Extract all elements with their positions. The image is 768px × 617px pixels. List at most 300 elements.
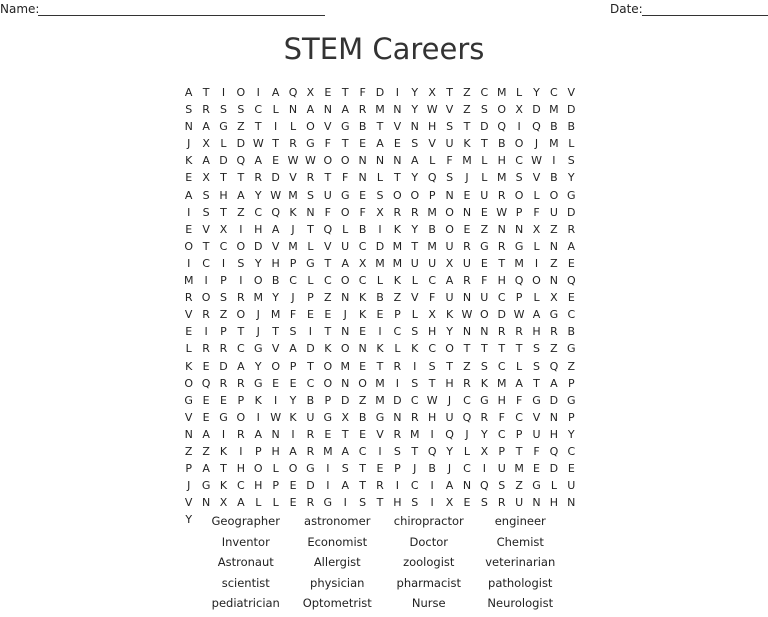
grid-letter: M (375, 256, 385, 270)
grid-letter: T (237, 325, 245, 339)
grid-letter: K (324, 342, 332, 356)
grid-letter: S (393, 444, 401, 458)
grid-letter: V (289, 171, 297, 185)
grid-letter: R (410, 410, 419, 424)
grid-letter: C (480, 86, 489, 99)
grid-letter: L (307, 274, 314, 288)
grid-letter: C (410, 479, 419, 493)
grid-letter: L (429, 154, 436, 168)
grid-letter: S (359, 496, 367, 510)
grid-letter: U (341, 239, 350, 253)
grid-letter: O (532, 274, 541, 288)
grid-letter: L (411, 308, 418, 322)
grid-letter: Q (549, 359, 559, 373)
grid-letter: J (256, 308, 260, 322)
grid-letter: B (358, 410, 367, 424)
grid-letter: L (220, 137, 227, 151)
word-bank-item: scientist (221, 575, 270, 590)
grid-letter: U (323, 188, 332, 202)
grid-letter: R (376, 479, 384, 493)
grid-letter: Y (480, 427, 488, 441)
grid-letter: M (410, 427, 420, 441)
grid-letter: F (533, 444, 540, 458)
grid-letter: I (256, 86, 260, 99)
grid-letter: R (480, 410, 489, 424)
grid-letter: J (447, 462, 452, 476)
grid-letter: C (393, 325, 402, 339)
grid-letter: I (395, 479, 399, 493)
grid-letter: L (289, 120, 297, 134)
grid-letter: G (184, 393, 193, 407)
grid-letter: G (323, 410, 333, 424)
grid-letter: I (204, 274, 208, 288)
grid-letter: P (220, 325, 227, 339)
grid-letter: I (430, 427, 434, 441)
grid-letter: D (219, 359, 228, 373)
grid-letter: S (237, 103, 245, 117)
grid-letter: U (445, 239, 454, 253)
grid-letter: F (359, 205, 366, 219)
grid-letter: U (480, 188, 489, 202)
grid-letter: L (481, 171, 488, 185)
word-bank-item: physician (310, 575, 365, 590)
grid-letter: P (567, 410, 575, 424)
grid-letter: A (411, 154, 419, 168)
grid-letter: W (287, 154, 299, 168)
grid-letter: T (463, 120, 471, 134)
grid-letter: V (184, 410, 193, 424)
grid-letter: N (341, 376, 350, 390)
grid-letter: S (498, 479, 506, 493)
grid-letter: S (567, 154, 575, 168)
grid-letter: P (289, 359, 297, 373)
grid-letter: X (445, 496, 454, 510)
grid-letter: C (410, 393, 419, 407)
grid-letter: Y (446, 444, 453, 458)
grid-letter: L (533, 239, 540, 253)
grid-letter: D (567, 103, 576, 117)
grid-letter: E (202, 359, 210, 373)
grid-letter: Z (567, 359, 576, 373)
grid-letter: Y (533, 86, 540, 99)
grid-letter: A (271, 86, 280, 99)
grid-letter: X (445, 256, 454, 270)
grid-letter: X (202, 137, 210, 151)
grid-letter: E (480, 256, 488, 270)
grid-letter: R (515, 325, 523, 339)
grid-letter: L (272, 496, 279, 510)
word-bank-item: engineer (494, 514, 546, 528)
grid-letter: O (236, 308, 246, 322)
grid-letter: T (307, 222, 314, 236)
grid-letter: O (445, 342, 454, 356)
word-bank-item: pediatrician (211, 596, 280, 611)
grid-letter: T (272, 137, 280, 151)
grid-letter: T (359, 479, 366, 493)
grid-letter: C (550, 86, 558, 99)
grid-letter: E (202, 410, 210, 424)
grid-letter: H (428, 325, 437, 339)
grid-letter: O (410, 188, 420, 202)
grid-letter: H (254, 222, 263, 236)
grid-letter: Y (289, 393, 297, 407)
grid-letter: Z (202, 444, 210, 458)
grid-letter: G (219, 410, 228, 424)
grid-letter: T (341, 137, 349, 151)
grid-letter: H (271, 444, 280, 458)
grid-letter: S (480, 359, 488, 373)
grid-letter: H (393, 496, 402, 510)
grid-letter: T (480, 342, 488, 356)
grid-letter: Z (550, 222, 558, 236)
grid-letter: N (358, 342, 367, 356)
grid-letter: V (184, 308, 193, 322)
grid-letter: J (187, 137, 191, 151)
grid-letter: P (498, 444, 506, 458)
grid-letter: Q (462, 410, 472, 424)
grid-letter: D (497, 308, 506, 322)
grid-letter: I (482, 462, 486, 476)
grid-letter: J (447, 393, 452, 407)
grid-letter: Z (550, 256, 558, 270)
grid-letter: E (289, 479, 297, 493)
grid-letter: N (341, 325, 350, 339)
grid-letter: S (411, 137, 419, 151)
grid-letter: B (376, 291, 384, 305)
grid-letter: W (252, 137, 264, 151)
grid-letter: E (185, 171, 193, 185)
grid-letter: Y (411, 171, 419, 185)
grid-letter: I (326, 462, 330, 476)
grid-letter: B (567, 325, 576, 339)
grid-letter: A (341, 103, 349, 117)
grid-letter: C (497, 427, 506, 441)
grid-letter: E (359, 137, 367, 151)
grid-letter: O (236, 86, 246, 99)
grid-letter: C (202, 256, 210, 270)
grid-letter: C (358, 239, 367, 253)
grid-letter: X (341, 410, 349, 424)
grid-letter: S (237, 256, 245, 270)
grid-letter: J (465, 427, 469, 441)
grid-letter: A (237, 496, 245, 510)
grid-letter: E (463, 496, 471, 510)
grid-letter: L (255, 496, 262, 510)
grid-letter: P (428, 188, 436, 202)
grid-letter: A (184, 188, 193, 202)
grid-letter: O (323, 359, 333, 373)
grid-letter: D (306, 479, 315, 493)
grid-letter: D (549, 462, 559, 476)
grid-letter: E (220, 393, 227, 407)
grid-letter: K (411, 342, 419, 356)
grid-letter: X (532, 222, 541, 236)
grid-letter: T (376, 359, 384, 373)
grid-letter: K (289, 410, 297, 424)
grid-letter: T (359, 462, 366, 476)
word-bank-item: Neurologist (487, 596, 554, 611)
grid-letter: B (567, 120, 576, 134)
grid-letter: N (306, 205, 315, 219)
grid-letter: E (359, 325, 367, 339)
grid-letter: C (237, 479, 245, 493)
word-bank-item: Inventor (221, 534, 270, 549)
word-bank-item: Allergist (313, 555, 361, 570)
word-bank-item: veterinarian (485, 555, 556, 570)
grid-letter: T (515, 342, 523, 356)
grid-letter: S (219, 291, 227, 305)
grid-letter: M (375, 393, 385, 407)
grid-letter: Z (515, 479, 523, 493)
grid-letter: Y (411, 86, 419, 99)
grid-letter: O (340, 342, 350, 356)
grid-letter: R (393, 359, 402, 373)
grid-letter: S (533, 359, 540, 373)
grid-letter: K (376, 342, 384, 356)
grid-letter: E (376, 462, 384, 476)
grid-letter: I (221, 427, 226, 441)
grid-letter: X (219, 496, 228, 510)
grid-letter: Z (463, 359, 471, 373)
grid-letter: P (185, 462, 193, 476)
grid-letter: G (253, 342, 263, 356)
grid-letter: O (323, 154, 333, 168)
grid-letter: O (340, 274, 350, 288)
grid-letter: M (375, 376, 385, 390)
grid-letter: N (462, 291, 472, 305)
grid-letter: C (497, 359, 506, 373)
grid-letter: L (272, 103, 279, 117)
grid-letter: E (393, 137, 401, 151)
grid-letter: G (375, 410, 385, 424)
grid-letter: A (341, 256, 349, 270)
grid-letter: E (533, 462, 540, 476)
grid-letter: K (185, 359, 193, 373)
word-bank-item: Doctor (409, 534, 448, 549)
grid-letter: J (291, 291, 295, 305)
grid-letter: R (237, 427, 245, 441)
grid-letter: O (306, 120, 315, 134)
grid-letter: V (202, 222, 210, 236)
grid-letter: S (289, 325, 297, 339)
grid-letter: I (291, 427, 295, 441)
grid-letter: D (480, 120, 489, 134)
grid-letter: H (219, 188, 228, 202)
grid-letter: T (220, 171, 227, 185)
name-field-line[interactable] (38, 15, 325, 16)
grid-letter: M (462, 154, 472, 168)
grid-letter: J (187, 479, 191, 493)
grid-letter: F (515, 393, 523, 407)
word-bank (200, 514, 566, 617)
grid-letter: V (567, 86, 576, 99)
grid-letter: R (184, 291, 193, 305)
grid-letter: L (516, 359, 523, 373)
grid-letter: P (237, 393, 245, 407)
word-bank-item: pathologist (488, 575, 553, 590)
grid-letter: I (187, 256, 191, 270)
grid-letter: I (326, 479, 330, 493)
grid-letter: A (532, 308, 541, 322)
grid-letter: V (184, 496, 193, 510)
grid-letter: I (378, 444, 382, 458)
grid-letter: U (567, 479, 576, 493)
grid-letter: G (549, 308, 559, 322)
grid-letter: N (549, 274, 559, 288)
grid-letter: M (323, 444, 333, 458)
grid-letter: I (378, 222, 382, 236)
grid-letter: S (515, 171, 523, 185)
grid-letter: C (358, 444, 367, 458)
grid-letter: T (376, 120, 384, 134)
grid-letter: N (184, 120, 193, 134)
grid-letter: R (497, 239, 506, 253)
grid-letter: S (306, 188, 314, 202)
grid-letter: I (534, 256, 539, 270)
grid-letter: R (306, 171, 315, 185)
grid-letter: C (306, 376, 315, 390)
grid-letter: W (513, 308, 525, 322)
grid-letter: Q (480, 479, 489, 493)
grid-letter: A (515, 376, 523, 390)
grid-letter: R (306, 444, 315, 458)
grid-letter: R (202, 103, 210, 117)
grid-letter: H (445, 376, 454, 390)
grid-letter: O (340, 205, 350, 219)
grid-letter: Q (532, 120, 541, 134)
grid-letter: O (184, 239, 194, 253)
grid-letter: X (480, 444, 489, 458)
grid-letter: C (254, 103, 263, 117)
grid-letter: L (481, 154, 488, 168)
grid-letter: E (359, 359, 367, 373)
grid-letter: R (463, 239, 471, 253)
grid-letter: M (427, 205, 437, 219)
grid-letter: P (515, 427, 523, 441)
grid-letter: Z (237, 205, 245, 219)
grid-letter: H (532, 325, 541, 339)
grid-letter: T (341, 86, 349, 99)
grid-letter: G (340, 120, 350, 134)
grid-letter: R (237, 376, 245, 390)
grid-letter: O (480, 308, 489, 322)
grid-letter: F (533, 205, 540, 219)
grid-letter: U (428, 256, 437, 270)
grid-letter: S (533, 342, 540, 356)
grid-letter: G (219, 120, 228, 134)
grid-letter: I (378, 325, 382, 339)
grid-letter: Z (463, 86, 471, 99)
grid-letter: C (358, 274, 367, 288)
grid-letter: V (532, 171, 541, 185)
grid-letter: P (289, 256, 297, 270)
grid-letter: L (342, 222, 349, 236)
grid-letter: M (270, 308, 281, 322)
grid-letter: B (306, 393, 315, 407)
date-field-line[interactable] (642, 15, 768, 16)
grid-letter: L (516, 86, 523, 99)
grid-letter: R (289, 137, 297, 151)
grid-letter: N (532, 496, 541, 510)
grid-letter: Y (411, 222, 419, 236)
grid-letter: O (236, 410, 246, 424)
grid-letter: T (463, 342, 471, 356)
grid-letter: B (550, 171, 558, 185)
grid-letter: T (446, 86, 453, 99)
grid-letter: E (567, 291, 575, 305)
grid-letter: T (254, 120, 262, 134)
grid-letter: Y (411, 103, 419, 117)
grid-letter: N (462, 205, 472, 219)
grid-letter: E (272, 154, 280, 168)
grid-letter: M (375, 103, 385, 117)
grid-letter: V (324, 120, 332, 134)
grid-letter: X (376, 205, 384, 219)
grid-letter: N (445, 188, 454, 202)
grid-letter: Y (272, 291, 280, 305)
grid-letter: P (394, 462, 401, 476)
grid-letter: U (532, 427, 541, 441)
grid-letter: J (465, 171, 469, 185)
grid-letter: A (271, 222, 280, 236)
grid-letter: Q (236, 154, 246, 168)
grid-letter: R (567, 222, 576, 236)
grid-letter: X (428, 86, 436, 99)
grid-letter: R (306, 496, 315, 510)
grid-letter: Q (427, 171, 437, 185)
grid-letter: T (498, 256, 506, 270)
grid-letter: F (498, 410, 505, 424)
grid-letter: T (220, 205, 227, 219)
grid-letter: M (253, 291, 263, 305)
grid-letter: T (515, 444, 523, 458)
grid-letter: C (289, 274, 297, 288)
grid-letter: L (272, 462, 279, 476)
grid-letter: Z (219, 308, 228, 322)
grid-letter: E (324, 427, 332, 441)
letter-grid (180, 84, 580, 528)
grid-letter: A (237, 359, 245, 373)
grid-letter: Y (567, 427, 575, 441)
grid-letter: W (304, 154, 316, 168)
grid-letter: K (219, 444, 228, 458)
grid-letter: I (239, 444, 243, 458)
grid-letter: P (307, 291, 314, 305)
grid-letter: B (358, 120, 367, 134)
grid-letter: W (270, 188, 282, 202)
grid-letter: V (376, 427, 384, 441)
grid-letter: Z (237, 120, 245, 134)
grid-letter: E (567, 462, 575, 476)
grid-letter: L (376, 274, 384, 288)
grid-letter: M (288, 239, 298, 253)
grid-letter: I (221, 86, 226, 99)
grid-letter: N (549, 239, 559, 253)
grid-letter: T (202, 239, 210, 253)
grid-letter: I (239, 274, 243, 288)
grid-letter: K (393, 222, 401, 236)
grid-letter: N (375, 154, 385, 168)
page-title: STEM Careers (283, 32, 485, 66)
grid-letter: B (497, 137, 506, 151)
grid-letter: I (221, 256, 226, 270)
grid-letter: S (480, 496, 488, 510)
grid-letter: S (376, 188, 384, 202)
grid-letter: C (463, 462, 471, 476)
grid-letter: O (271, 359, 280, 373)
grid-letter: J (291, 222, 295, 236)
grid-letter: N (288, 103, 298, 117)
